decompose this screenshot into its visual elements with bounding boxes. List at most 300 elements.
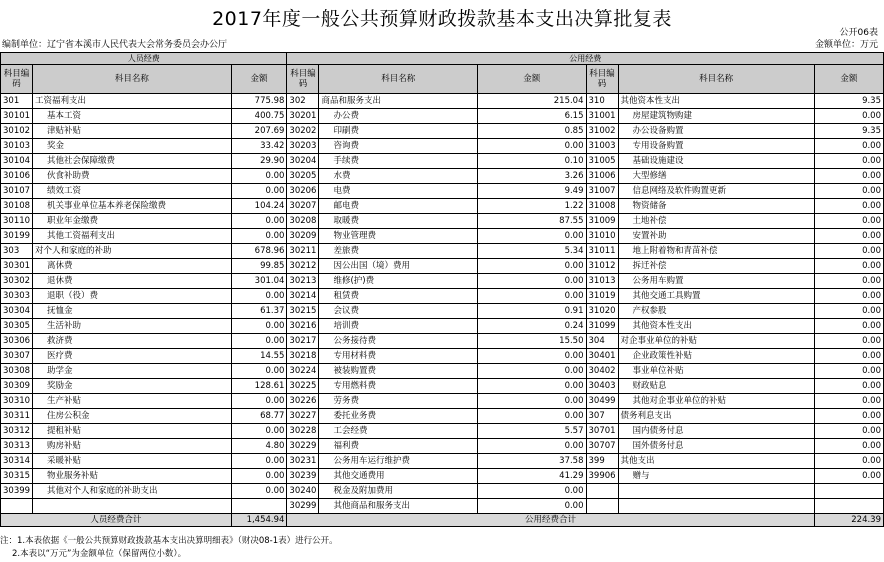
table-row — [1, 499, 884, 514]
personnel-name-cell: 奖金 — [33, 139, 232, 154]
personnel-name-cell: 基本工资 — [33, 109, 232, 124]
public-capital-name-cell: 物资储备 — [618, 199, 814, 214]
public-goods-code-cell: 30211 — [287, 244, 319, 259]
personnel-name-cell: 其他对个人和家庭的补助支出 — [33, 484, 232, 499]
public-capital-name-cell: 大型修缮 — [618, 169, 814, 184]
table-row — [1, 214, 884, 229]
public-capital-code-cell: 31003 — [586, 139, 618, 154]
personnel-code-cell: 30315 — [1, 469, 33, 484]
public-capital-amount-cell: 0.00 — [814, 454, 883, 469]
footnote-1: 注：1.本表依据《一般公共预算财政拨款基本支出决算明细表》（财决08-1表）进行公开。 — [0, 536, 338, 546]
public-capital-name-cell: 基础设施建设 — [618, 154, 814, 169]
public-goods-code-cell: 30217 — [287, 334, 319, 349]
public-goods-code-cell: 30239 — [287, 469, 319, 484]
public-goods-amount-cell: 0.00 — [478, 349, 586, 364]
public-capital-name-cell — [618, 499, 814, 514]
public-goods-code-cell: 30202 — [287, 124, 319, 139]
public-capital-code-cell: 399 — [586, 454, 618, 469]
public-capital-code-cell: 31019 — [586, 289, 618, 304]
personnel-name-cell: 对个人和家庭的补助 — [33, 244, 232, 259]
public-capital-name-cell: 拆迁补偿 — [618, 259, 814, 274]
personnel-amount-cell: 0.00 — [231, 394, 287, 409]
compiling-unit: 编制单位：辽宁省本溪市人民代表大会常务委员会办公厅 — [2, 40, 228, 50]
personnel-code-cell: 30307 — [1, 349, 33, 364]
public-goods-name-cell: 商品和服务支出 — [319, 94, 478, 109]
personnel-amount-cell: 775.98 — [231, 94, 287, 109]
table-row — [1, 109, 884, 124]
table-row — [1, 424, 884, 439]
public-goods-name-cell: 税金及附加费用 — [319, 484, 478, 499]
page-title: 2017年度一般公共预算财政拨款基本支出决算批复表 — [212, 8, 672, 30]
personnel-amount-cell: 68.77 — [231, 409, 287, 424]
public-goods-amount-cell: 0.00 — [478, 439, 586, 454]
public-goods-amount-cell: 0.91 — [478, 304, 586, 319]
public-capital-name-cell: 企业政策性补贴 — [618, 349, 814, 364]
public-goods-code-cell: 30212 — [287, 259, 319, 274]
personnel-code-cell: 30101 — [1, 109, 33, 124]
public-capital-amount-cell: 9.35 — [814, 124, 883, 139]
personnel-code-cell: 30314 — [1, 454, 33, 469]
public-goods-amount-cell: 0.00 — [478, 484, 586, 499]
personnel-amount-cell: 128.61 — [231, 379, 287, 394]
public-capital-code-cell: 30701 — [586, 424, 618, 439]
personnel-amount-cell: 0.00 — [231, 214, 287, 229]
personnel-amount-cell: 0.00 — [231, 319, 287, 334]
public-goods-code-cell: 30227 — [287, 409, 319, 424]
personnel-amount-cell: 99.85 — [231, 259, 287, 274]
public-goods-code-cell: 30299 — [287, 499, 319, 514]
public-capital-code-cell — [586, 484, 618, 499]
table-row — [1, 169, 884, 184]
public-capital-code-cell: 30707 — [586, 439, 618, 454]
col-header-code: 科目编码 — [1, 65, 33, 94]
personnel-name-cell: 伙食补助费 — [33, 169, 232, 184]
col-header-amount: 金额 — [231, 65, 287, 94]
personnel-name-cell: 离休费 — [33, 259, 232, 274]
personnel-code-cell: 30304 — [1, 304, 33, 319]
public-capital-name-cell: 其他支出 — [618, 454, 814, 469]
col-header-name: 科目名称 — [33, 65, 232, 94]
personnel-code-cell: 30308 — [1, 364, 33, 379]
public-goods-name-cell: 维修(护)费 — [319, 274, 478, 289]
personnel-code-cell: 301 — [1, 94, 33, 109]
public-capital-code-cell: 30499 — [586, 394, 618, 409]
public-capital-code-cell — [586, 499, 618, 514]
personnel-amount-cell: 0.00 — [231, 424, 287, 439]
table-row — [1, 409, 884, 424]
public-goods-code-cell: 30209 — [287, 229, 319, 244]
personnel-code-cell: 30104 — [1, 154, 33, 169]
public-capital-name-cell: 其他交通工具购置 — [618, 289, 814, 304]
personnel-amount-cell: 0.00 — [231, 169, 287, 184]
table-row — [1, 244, 884, 259]
personnel-amount-cell: 33.42 — [231, 139, 287, 154]
public-capital-amount-cell: 0.00 — [814, 409, 883, 424]
public-capital-name-cell: 其他对企事业单位的补贴 — [618, 394, 814, 409]
public-goods-amount-cell: 1.22 — [478, 199, 586, 214]
personnel-code-cell — [1, 499, 33, 514]
public-capital-name-cell: 对企事业单位的补贴 — [618, 334, 814, 349]
personnel-code-cell: 30107 — [1, 184, 33, 199]
public-capital-code-cell: 31011 — [586, 244, 618, 259]
personnel-code-cell: 30301 — [1, 259, 33, 274]
personnel-code-cell: 30199 — [1, 229, 33, 244]
table-row — [1, 394, 884, 409]
public-capital-code-cell: 31007 — [586, 184, 618, 199]
section-public-header: 公用经费 — [287, 53, 884, 65]
public-goods-name-cell: 因公出国（境）费用 — [319, 259, 478, 274]
public-goods-code-cell: 30207 — [287, 199, 319, 214]
col-header-amount: 金额 — [814, 65, 883, 94]
public-capital-code-cell: 30401 — [586, 349, 618, 364]
public-capital-amount-cell: 0.00 — [814, 169, 883, 184]
personnel-code-cell: 30303 — [1, 289, 33, 304]
personnel-amount-cell: 0.00 — [231, 229, 287, 244]
personnel-name-cell: 医疗费 — [33, 349, 232, 364]
public-capital-name-cell: 安置补助 — [618, 229, 814, 244]
personnel-total-amount: 1,454.94 — [231, 514, 287, 527]
personnel-amount-cell — [231, 499, 287, 514]
public-goods-amount-cell: 87.55 — [478, 214, 586, 229]
public-capital-name-cell: 赠与 — [618, 469, 814, 484]
personnel-amount-cell: 0.00 — [231, 184, 287, 199]
public-capital-code-cell: 307 — [586, 409, 618, 424]
personnel-code-cell: 30312 — [1, 424, 33, 439]
table-row — [1, 184, 884, 199]
public-capital-amount-cell: 0.00 — [814, 184, 883, 199]
table-row — [1, 139, 884, 154]
public-capital-amount-cell: 0.00 — [814, 109, 883, 124]
public-capital-code-cell: 39906 — [586, 469, 618, 484]
personnel-code-cell: 30399 — [1, 484, 33, 499]
table-row — [1, 349, 884, 364]
public-goods-name-cell: 委托业务费 — [319, 409, 478, 424]
personnel-code-cell: 303 — [1, 244, 33, 259]
personnel-name-cell: 其他社会保障缴费 — [33, 154, 232, 169]
public-capital-amount-cell: 9.35 — [814, 94, 883, 109]
public-capital-amount-cell: 0.00 — [814, 154, 883, 169]
personnel-code-cell: 30310 — [1, 394, 33, 409]
table-row — [1, 289, 884, 304]
personnel-code-cell: 30110 — [1, 214, 33, 229]
public-goods-amount-cell: 0.00 — [478, 139, 586, 154]
public-goods-name-cell: 物业管理费 — [319, 229, 478, 244]
public-goods-code-cell: 30231 — [287, 454, 319, 469]
public-capital-amount-cell: 0.00 — [814, 289, 883, 304]
public-goods-name-cell: 公务用车运行维护费 — [319, 454, 478, 469]
public-capital-amount-cell: 0.00 — [814, 334, 883, 349]
public-capital-name-cell: 国内债务付息 — [618, 424, 814, 439]
public-capital-code-cell: 30402 — [586, 364, 618, 379]
personnel-total-label: 人员经费合计 — [1, 514, 232, 527]
public-capital-amount-cell: 0.00 — [814, 439, 883, 454]
public-goods-name-cell: 印刷费 — [319, 124, 478, 139]
table-row — [1, 484, 884, 499]
personnel-name-cell: 退职（役）费 — [33, 289, 232, 304]
personnel-name-cell: 生产补贴 — [33, 394, 232, 409]
public-capital-amount-cell: 0.00 — [814, 319, 883, 334]
public-capital-code-cell: 310 — [586, 94, 618, 109]
public-goods-amount-cell: 0.00 — [478, 394, 586, 409]
public-capital-amount-cell: 0.00 — [814, 349, 883, 364]
personnel-code-cell: 30102 — [1, 124, 33, 139]
public-goods-name-cell: 咨询费 — [319, 139, 478, 154]
public-goods-name-cell: 培训费 — [319, 319, 478, 334]
personnel-name-cell: 采暖补贴 — [33, 454, 232, 469]
personnel-amount-cell: 0.00 — [231, 469, 287, 484]
table-row — [1, 469, 884, 484]
personnel-code-cell: 30103 — [1, 139, 33, 154]
public-capital-name-cell: 其他资本性支出 — [618, 94, 814, 109]
public-goods-code-cell: 30206 — [287, 184, 319, 199]
public-goods-name-cell: 专用燃料费 — [319, 379, 478, 394]
personnel-code-cell: 30305 — [1, 319, 33, 334]
personnel-amount-cell: 29.90 — [231, 154, 287, 169]
table-row — [1, 304, 884, 319]
public-goods-code-cell: 30215 — [287, 304, 319, 319]
public-goods-name-cell: 差旅费 — [319, 244, 478, 259]
personnel-name-cell: 助学金 — [33, 364, 232, 379]
public-capital-name-cell: 地上附着物和青苗补偿 — [618, 244, 814, 259]
expenditure-table — [0, 52, 884, 527]
table-row — [1, 379, 884, 394]
public-goods-code-cell: 30203 — [287, 139, 319, 154]
public-goods-code-cell: 30240 — [287, 484, 319, 499]
public-goods-code-cell: 30218 — [287, 349, 319, 364]
public-goods-name-cell: 福利费 — [319, 439, 478, 454]
public-goods-amount-cell: 9.49 — [478, 184, 586, 199]
public-capital-amount-cell: 0.00 — [814, 394, 883, 409]
public-capital-amount-cell — [814, 484, 883, 499]
public-goods-amount-cell: 0.00 — [478, 289, 586, 304]
public-capital-name-cell: 财政贴息 — [618, 379, 814, 394]
personnel-amount-cell: 207.69 — [231, 124, 287, 139]
personnel-code-cell: 30306 — [1, 334, 33, 349]
public-goods-code-cell: 30205 — [287, 169, 319, 184]
form-code: 公开06表 — [839, 28, 878, 38]
personnel-code-cell: 30311 — [1, 409, 33, 424]
personnel-amount-cell: 0.00 — [231, 454, 287, 469]
public-capital-code-cell: 31012 — [586, 259, 618, 274]
public-capital-code-cell: 304 — [586, 334, 618, 349]
public-goods-amount-cell: 3.26 — [478, 169, 586, 184]
public-goods-amount-cell: 37.58 — [478, 454, 586, 469]
public-goods-name-cell: 办公费 — [319, 109, 478, 124]
public-capital-name-cell: 事业单位补贴 — [618, 364, 814, 379]
personnel-name-cell: 物业服务补贴 — [33, 469, 232, 484]
personnel-amount-cell: 14.55 — [231, 349, 287, 364]
personnel-amount-cell: 0.00 — [231, 334, 287, 349]
public-capital-code-cell: 31006 — [586, 169, 618, 184]
personnel-amount-cell: 301.04 — [231, 274, 287, 289]
personnel-name-cell: 津贴补贴 — [33, 124, 232, 139]
table-row — [1, 439, 884, 454]
public-capital-name-cell: 信息网络及软件购置更新 — [618, 184, 814, 199]
personnel-name-cell: 工资福利支出 — [33, 94, 232, 109]
public-goods-amount-cell: 0.10 — [478, 154, 586, 169]
public-total-amount: 224.39 — [814, 514, 883, 527]
public-capital-name-cell: 其他资本性支出 — [618, 319, 814, 334]
public-goods-amount-cell: 41.29 — [478, 469, 586, 484]
public-capital-code-cell: 31099 — [586, 319, 618, 334]
table-row — [1, 229, 884, 244]
public-goods-name-cell: 邮电费 — [319, 199, 478, 214]
public-goods-name-cell: 其他商品和服务支出 — [319, 499, 478, 514]
public-capital-name-cell: 公务用车购置 — [618, 274, 814, 289]
public-capital-amount-cell: 0.00 — [814, 364, 883, 379]
public-goods-amount-cell: 0.00 — [478, 364, 586, 379]
public-goods-code-cell: 30208 — [287, 214, 319, 229]
public-goods-name-cell: 被装购置费 — [319, 364, 478, 379]
public-capital-code-cell: 30403 — [586, 379, 618, 394]
public-capital-amount-cell: 0.00 — [814, 424, 883, 439]
public-goods-code-cell: 30213 — [287, 274, 319, 289]
personnel-amount-cell: 4.80 — [231, 439, 287, 454]
public-capital-code-cell: 31002 — [586, 124, 618, 139]
table-row — [1, 259, 884, 274]
public-capital-amount-cell: 0.00 — [814, 214, 883, 229]
col-header-code: 科目编码 — [287, 65, 319, 94]
table-row — [1, 364, 884, 379]
public-goods-name-cell: 劳务费 — [319, 394, 478, 409]
section-personnel-header: 人员经费 — [1, 53, 287, 65]
public-goods-name-cell: 租赁费 — [319, 289, 478, 304]
public-capital-name-cell — [618, 484, 814, 499]
public-goods-name-cell: 其他交通费用 — [319, 469, 478, 484]
public-goods-name-cell: 会议费 — [319, 304, 478, 319]
footnotes — [0, 535, 338, 561]
public-capital-amount-cell: 0.00 — [814, 139, 883, 154]
public-goods-amount-cell: 0.24 — [478, 319, 586, 334]
public-capital-name-cell: 国外债务付息 — [618, 439, 814, 454]
public-capital-amount-cell: 0.00 — [814, 229, 883, 244]
public-goods-amount-cell: 0.85 — [478, 124, 586, 139]
personnel-code-cell: 30108 — [1, 199, 33, 214]
public-goods-code-cell: 30224 — [287, 364, 319, 379]
public-goods-amount-cell: 0.00 — [478, 259, 586, 274]
public-goods-code-cell: 30201 — [287, 109, 319, 124]
personnel-name-cell: 救济费 — [33, 334, 232, 349]
public-capital-code-cell: 31001 — [586, 109, 618, 124]
personnel-amount-cell: 400.75 — [231, 109, 287, 124]
public-goods-code-cell: 30226 — [287, 394, 319, 409]
personnel-amount-cell: 678.96 — [231, 244, 287, 259]
public-goods-code-cell: 30229 — [287, 439, 319, 454]
personnel-name-cell: 提租补贴 — [33, 424, 232, 439]
personnel-code-cell: 30309 — [1, 379, 33, 394]
public-capital-code-cell: 31020 — [586, 304, 618, 319]
public-capital-name-cell: 专用设备购置 — [618, 139, 814, 154]
personnel-name-cell: 住房公积金 — [33, 409, 232, 424]
personnel-amount-cell: 104.24 — [231, 199, 287, 214]
personnel-name-cell: 生活补助 — [33, 319, 232, 334]
public-goods-amount-cell: 0.00 — [478, 379, 586, 394]
public-capital-code-cell: 31009 — [586, 214, 618, 229]
col-header-amount: 金额 — [478, 65, 586, 94]
public-capital-name-cell: 产权参股 — [618, 304, 814, 319]
table-row — [1, 94, 884, 109]
personnel-name-cell: 职业年金缴费 — [33, 214, 232, 229]
public-goods-code-cell: 30216 — [287, 319, 319, 334]
table-row — [1, 454, 884, 469]
public-goods-amount-cell: 0.00 — [478, 229, 586, 244]
public-total-label: 公用经费合计 — [287, 514, 814, 527]
personnel-name-cell: 其他工资福利支出 — [33, 229, 232, 244]
table-row — [1, 124, 884, 139]
public-goods-name-cell: 公务接待费 — [319, 334, 478, 349]
public-goods-code-cell: 30204 — [287, 154, 319, 169]
personnel-name-cell: 奖励金 — [33, 379, 232, 394]
public-goods-code-cell: 30225 — [287, 379, 319, 394]
public-capital-amount-cell: 0.00 — [814, 304, 883, 319]
personnel-amount-cell: 0.00 — [231, 364, 287, 379]
public-goods-amount-cell: 5.57 — [478, 424, 586, 439]
footnote-2: 2.本表以“万元”为金额单位（保留两位小数）。 — [12, 549, 187, 559]
public-capital-name-cell: 房屋建筑物购建 — [618, 109, 814, 124]
personnel-code-cell: 30106 — [1, 169, 33, 184]
col-header-name: 科目名称 — [618, 65, 814, 94]
public-capital-name-cell: 债务利息支出 — [618, 409, 814, 424]
public-capital-amount-cell: 0.00 — [814, 244, 883, 259]
personnel-name-cell — [33, 499, 232, 514]
public-capital-code-cell: 31005 — [586, 154, 618, 169]
table-row — [1, 199, 884, 214]
personnel-name-cell: 退休费 — [33, 274, 232, 289]
public-goods-amount-cell: 5.34 — [478, 244, 586, 259]
public-goods-name-cell: 水费 — [319, 169, 478, 184]
public-capital-amount-cell: 0.00 — [814, 259, 883, 274]
personnel-name-cell: 机关事业单位基本养老保险缴费 — [33, 199, 232, 214]
personnel-code-cell: 30313 — [1, 439, 33, 454]
table-row — [1, 154, 884, 169]
personnel-amount-cell: 0.00 — [231, 484, 287, 499]
table-row — [1, 334, 884, 349]
public-goods-amount-cell: 0.00 — [478, 409, 586, 424]
public-goods-name-cell: 电费 — [319, 184, 478, 199]
table-row — [1, 274, 884, 289]
public-goods-name-cell: 专用材料费 — [319, 349, 478, 364]
public-goods-name-cell: 工会经费 — [319, 424, 478, 439]
public-capital-amount-cell — [814, 499, 883, 514]
public-goods-code-cell: 30214 — [287, 289, 319, 304]
public-goods-name-cell: 取暖费 — [319, 214, 478, 229]
public-goods-code-cell: 302 — [287, 94, 319, 109]
public-capital-name-cell: 土地补偿 — [618, 214, 814, 229]
personnel-name-cell: 购房补贴 — [33, 439, 232, 454]
table-row — [1, 319, 884, 334]
public-capital-code-cell: 31008 — [586, 199, 618, 214]
personnel-code-cell: 30302 — [1, 274, 33, 289]
personnel-amount-cell: 61.37 — [231, 304, 287, 319]
public-capital-code-cell: 31010 — [586, 229, 618, 244]
public-capital-amount-cell: 0.00 — [814, 469, 883, 484]
col-header-name: 科目名称 — [319, 65, 478, 94]
public-capital-name-cell: 办公设备购置 — [618, 124, 814, 139]
public-capital-amount-cell: 0.00 — [814, 199, 883, 214]
col-header-code: 科目编码 — [586, 65, 618, 94]
public-goods-amount-cell: 215.04 — [478, 94, 586, 109]
amount-unit: 金额单位：万元 — [814, 40, 878, 50]
public-goods-amount-cell: 15.50 — [478, 334, 586, 349]
public-capital-code-cell: 31013 — [586, 274, 618, 289]
public-capital-amount-cell: 0.00 — [814, 379, 883, 394]
public-goods-amount-cell: 0.00 — [478, 274, 586, 289]
public-goods-name-cell: 手续费 — [319, 154, 478, 169]
personnel-amount-cell: 0.00 — [231, 289, 287, 304]
public-capital-amount-cell: 0.00 — [814, 274, 883, 289]
public-goods-amount-cell: 0.00 — [478, 499, 586, 514]
personnel-name-cell: 绩效工资 — [33, 184, 232, 199]
